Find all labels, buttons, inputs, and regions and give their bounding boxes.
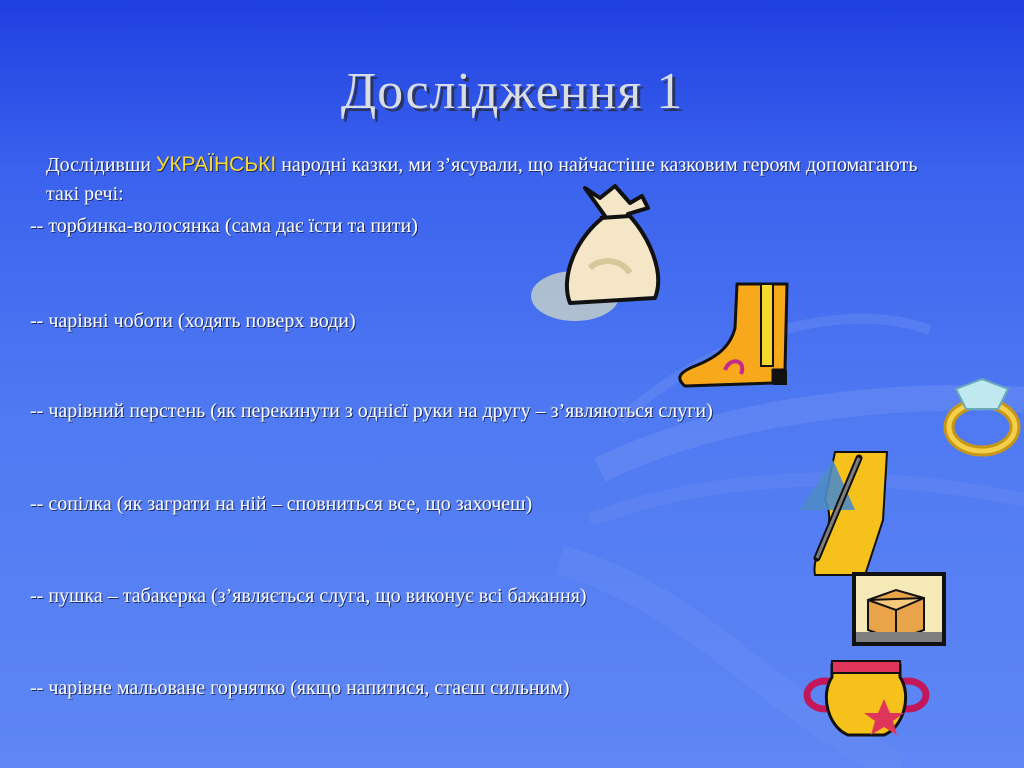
intro-text-before: Дослідивши (46, 154, 156, 176)
intro-paragraph (46, 150, 926, 209)
intro-highlight: УКРАЇНСЬКІ (155, 153, 277, 176)
list-item-bag: -- торбинка-волосянка (сама дає їсти та пити) (30, 215, 418, 237)
ring-icon (942, 375, 1024, 460)
slide-title: Дослідження 1 (340, 63, 684, 120)
list-item-pot: -- чарівне мальоване горнятко (якщо напитися, стаєш сильним) (30, 677, 570, 699)
flute-icon (795, 450, 890, 580)
pot-icon (800, 655, 930, 740)
box-icon (850, 570, 948, 648)
boot-icon (675, 278, 795, 393)
list-item-snuffbox: -- пушка – табакерка (з’являється слуга, що виконує всі бажання) (30, 585, 587, 607)
list-item-flute: -- сопілка (як заграти на ній – сповниться все, що захочеш) (30, 493, 533, 515)
list-item-ring: -- чарівний перстень (як перекинути з однієї руки на другу – з’являються слуги) (30, 400, 713, 422)
intro-text-after: народні казки, ми з’ясували, що найчастіше казковим героям допомагають такі речі: (46, 154, 918, 205)
list-item-boots: -- чарівні чоботи (ходять поверх води) (30, 310, 356, 332)
money-bag-icon (530, 178, 665, 328)
